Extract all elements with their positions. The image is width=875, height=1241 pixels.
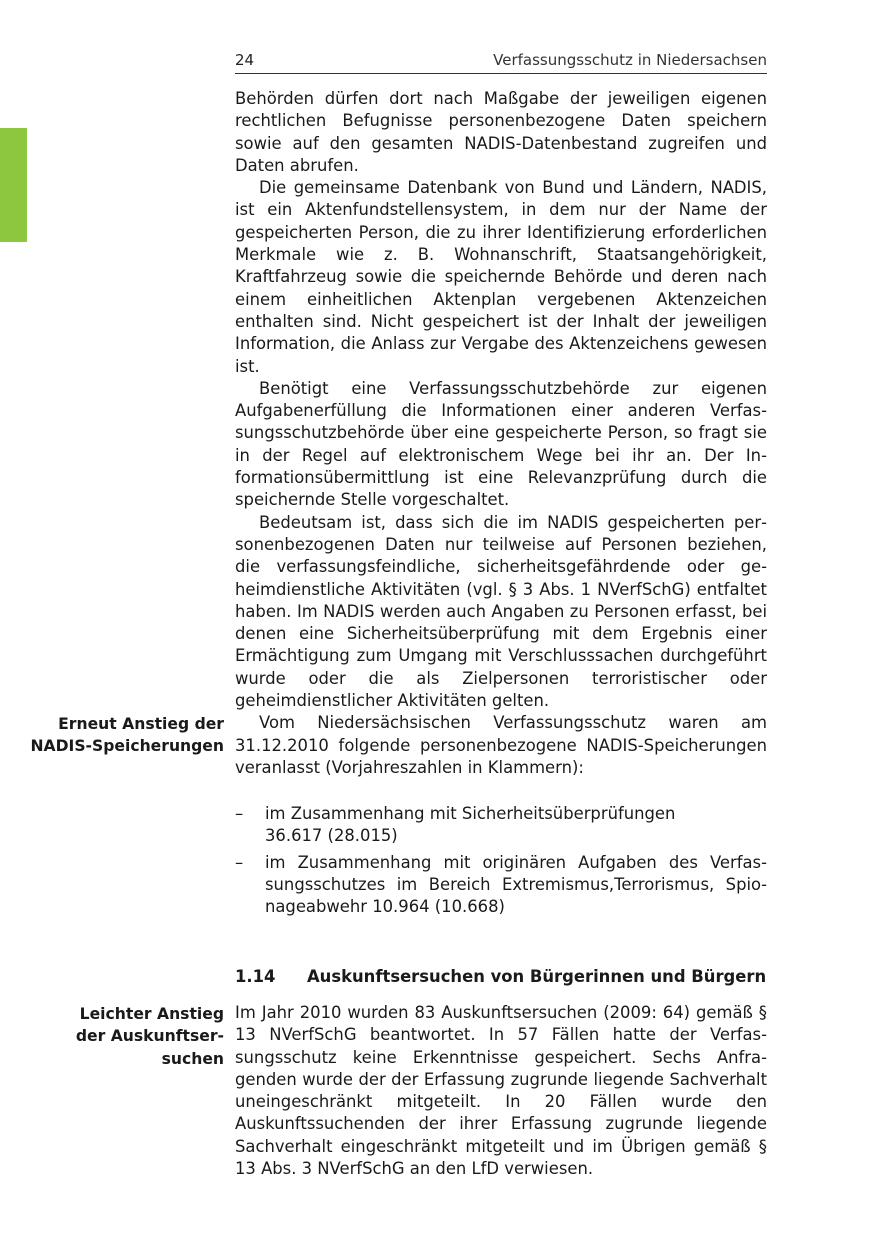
list-item [235, 852, 767, 919]
list-dash: – [235, 804, 244, 823]
list-dash: – [235, 852, 244, 872]
chapter-tab-marker [0, 128, 27, 242]
list-item-2-text: im Zusammenhang mit originären Aufgaben des Verfassungsschutzes im Bereich Extremismus,Terrorismus, Spionageabwehr 10.964 (10.668) [265, 852, 767, 917]
paragraph-1: Behörden dürfen dort nach Maßgabe der jeweiligen eigenen rechtlichen Befugnisse personenbezogene Daten speichern sowie auf den gesamten NADIS-Datenbestand zugreifen und Daten abrufen. [235, 89, 767, 175]
margin-note-nadis: Erneut Anstieg der NADIS-Speicherungen [30, 715, 224, 756]
section-number: 1.14 [235, 967, 276, 986]
paragraph-3: Benötigt eine Verfassungsschutzbehörde zur eigenen Aufgabenerfüllung die Informationen einer anderen Verfassungsschutzbehörde über eine gespeicherte Person, so fragt sie in der Regel auf elektronischem Wege bei ihr an. Der Informationsübermittlung ist eine Relevanzprüfung durch die speichernde Stelle vorgeschaltet. [235, 378, 767, 510]
page-number: 24 [235, 51, 255, 69]
paragraph-2: Die gemeinsame Datenbank von Bund und Ländern, NADIS, ist ein Aktenfundstellensystem, in dem nur der Name der gespeicherten Person, die zu ihrer Identifizierung erforderlichen Merkmale wie z. B. Wohnanschrift, Staatsangehörigkeit, Kraftfahrzeug sowie die speichernde Behörde und deren nach einem einheitlichen Aktenplan vergebenen Aktenzeichen enthalten sind. Nicht gespeichert ist der Inhalt der jeweiligen Information, die Anlass zur Vergabe des Aktenzeichens gewesen ist. [235, 178, 767, 376]
margin-note-auskunft: Leichter Anstieg der Auskunftsersuchen [75, 1005, 224, 1068]
running-title: Verfassungsschutz in Niedersachsen [493, 51, 767, 69]
page-header [235, 51, 767, 74]
storage-list [235, 803, 767, 922]
paragraph-4: Bedeutsam ist, dass sich die im NADIS gespeicherten personenbezogenen Daten nur teilweise auf Personen beziehen, die verfassungsfeindliche, sicherheitsgefährdende oder geheimdienstliche Aktivitäten (vgl. § 3 Abs. 1 NVerfSchG) entfaltet haben. Im NADIS werden auch Angaben zu Personen erfasst, bei denen eine Sicherheitsüberprüfung mit dem Ergebnis einer Ermächtigung zum Umgang mit Verschlusssachen durchgeführt wurde oder die als Zielpersonen terroristischer oder geheimdienstlicher Aktivitäten gelten. [235, 512, 767, 711]
main-text-block [235, 88, 767, 779]
section-paragraph: Im Jahr 2010 wurden 83 Auskunftsersuchen (2009: 64) gemäß § 13 NVerfSchG beantwortet. In 57 Fällen hatte der Verfassungsschutz keine Erkenntnisse gespeichert. Sechs Anfragenden wurde der der Erfassung zugrunde liegende Sachverhalt uneingeschränkt mitgeteilt. In 20 Fällen wurde den Auskunftssuchenden der ihrer Erfassung zugrunde liegende Sachverhalt eingeschränkt mitgeteilt und im Übrigen gemäß § 13 Abs. 3 NVerfSchG an den LfD verwiesen. [235, 1003, 767, 1179]
list-item-1-text: im Zusammenhang mit Sicherheitsüberprüfungen [265, 804, 676, 823]
paragraph-5: Vom Niedersächsischen Verfassungsschutz waren am 31.12.2010 folgende personenbezogene NADIS-Speicherungen veranlasst (Vorjahreszahlen in Klammern): [235, 713, 767, 777]
list-item [235, 803, 767, 848]
list-item-1-value: 36.617 (28.015) [265, 826, 398, 846]
section-title: Auskunftsersuchen von Bürgerinnen und Bürgern [307, 967, 767, 986]
section-heading [235, 966, 767, 988]
section-text-block [235, 1002, 767, 1180]
